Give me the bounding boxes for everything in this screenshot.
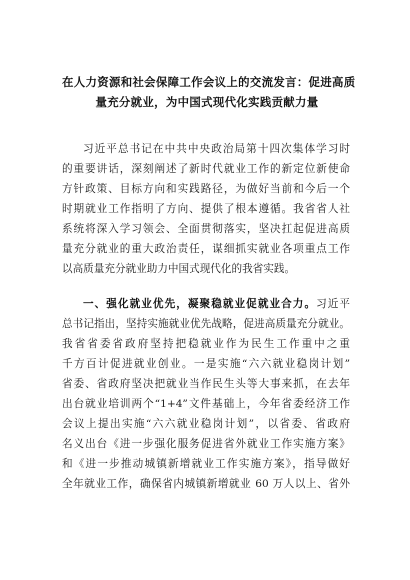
paragraph-1-line-3: 方针政策、目标方向和实践路径，为做好当前和今后一个 (62, 183, 350, 195)
section-1-line-4: 省委、省政府坚决把就业当作民生头等大事来抓，在去年 (62, 378, 350, 390)
section-1-line-9: 全年就业工作，确保省内城镇新增就业 60 万人以上、省外 (62, 478, 350, 490)
section-1-line-1: 总书记指出，坚持实施就业优先战略，促进高质量充分就业。 (62, 318, 350, 330)
section-1-line-6: 会议上提出实施“六六就业稳岗计划”，以省委、省政府 (62, 418, 350, 430)
section-1-line-8: 和《进一步推动城镇新增就业工作实施方案》，指导做好 (62, 458, 350, 470)
section-1-line-2: 我省省委省政府坚持把稳就业作为民生工作重中之重 (62, 338, 350, 350)
section-1-line-5: 出台就业培训两个“1+4”文件基础上，今年省委经济工作 (62, 398, 350, 410)
paragraph-1-line-7: 以高质量充分就业助力中国式现代化的我省实践。 (62, 263, 296, 275)
paragraph-1-line-4: 时期就业工作指明了方向、提供了根本遵循。我省省人社 (62, 203, 350, 215)
section-1-heading-line (83, 294, 350, 314)
paragraph-1-line-5: 系统将深入学习领会、全面贯彻落实，坚决扛起促进高质 (62, 223, 350, 235)
document-title-line-2: 量充分就业，为中国式现代化实践贡献力量 (95, 95, 319, 109)
document-title-line-1: 在人力资源和社会保障工作会议上的交流发言：促进高质 (62, 75, 356, 89)
section-1-line-7: 名义出台《进一步强化服务促进省外就业工作实施方案》 (62, 438, 350, 450)
section-1-heading: 一、强化就业优先，凝聚稳就业促就业合力。 (83, 298, 317, 310)
paragraph-1-line-6: 量充分就业的重大政治责任，谋细抓实就业各项重点工作 (62, 243, 350, 255)
paragraph-1-line-1: 习近平总书记在中共中央政治局第十四次集体学习时 (83, 143, 350, 155)
section-1-line-3: 千方百计促进就业创业。一是实施“六六就业稳岗计划” (62, 358, 350, 370)
section-1-heading-tail: 习近平 (316, 298, 350, 310)
paragraph-1-line-2: 的重要讲话，深刻阐述了新时代就业工作的新定位新使命 (62, 163, 350, 175)
